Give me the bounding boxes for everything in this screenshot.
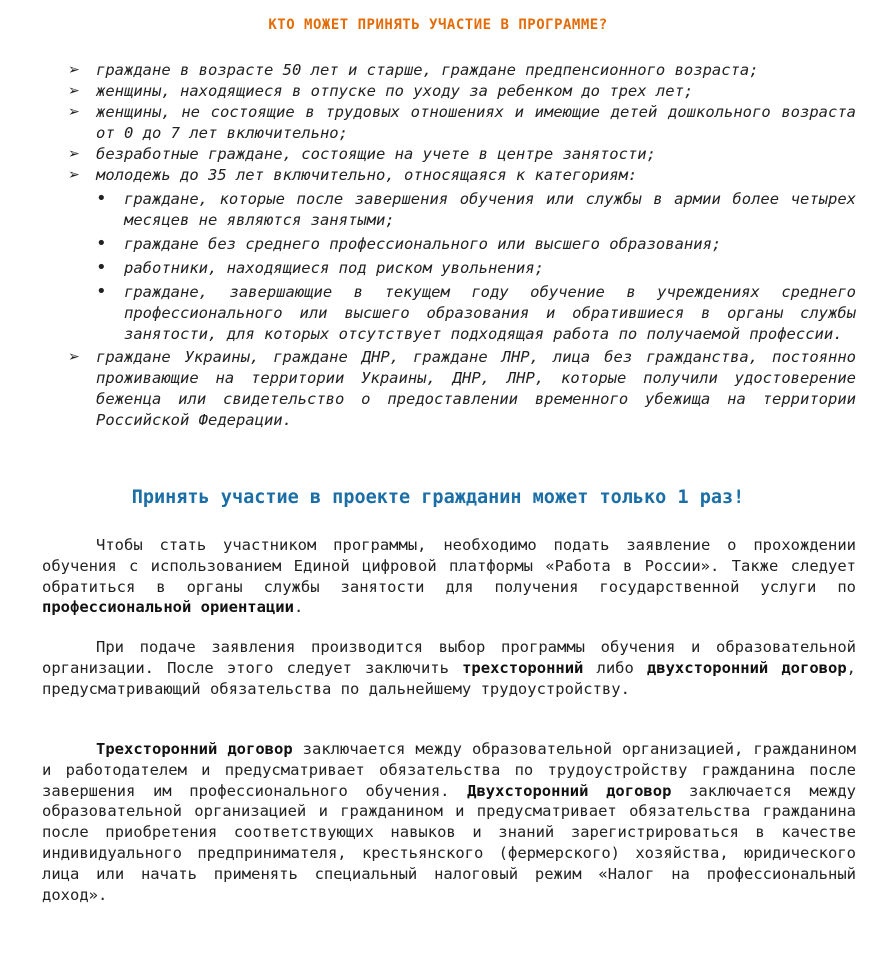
list-item-text: граждане в возрасте 50 лет и старше, граждане предпенсионного возраста; <box>96 61 759 79</box>
paragraph-text: Чтобы стать участником программы, необходимо подать заявление о прохождении обучения с использованием Единой цифровой платформы «Работа в России». Также следует обратиться в органы службы занятости для получения государственной услуги по <box>42 536 856 596</box>
list-item-text: женщины, не состоящие в трудовых отношениях и имеющие детей дошкольного возраста от 0 до 7 лет включительно; <box>96 103 856 142</box>
list-item <box>68 102 856 144</box>
arrow-bullet-icon: ➢ <box>68 146 80 162</box>
dot-bullet-icon: • <box>96 188 107 209</box>
list-item-text: граждане, которые после завершения обучения или службы в армии более четырех месяцев не являются занятыми; <box>124 190 856 229</box>
paragraph-text: либо <box>583 658 647 677</box>
paragraph-text: , предусматривающий обязательства по дальнейшему трудоустройству. <box>42 658 856 698</box>
sub-list-item <box>68 189 856 231</box>
list-item-text: работники, находящиеся под риском увольнения; <box>124 259 544 277</box>
eligibility-list <box>68 60 856 431</box>
list-item-text: граждане Украины, граждане ДНР, граждане ЛНР, лица без гражданства, постоянно проживающие на территории Украины, ДНР, ЛНР, которые получили удостоверение беженца или свидетельство о предоставлении временного убежища на территории Российской Федерации. <box>96 348 856 429</box>
list-item <box>68 165 856 186</box>
paragraph-contract-choice <box>42 637 856 699</box>
bold-term: Двухсторонний договор <box>467 781 672 800</box>
list-item <box>68 144 856 165</box>
arrow-bullet-icon: ➢ <box>68 62 80 78</box>
arrow-bullet-icon: ➢ <box>68 83 80 99</box>
list-item <box>68 60 856 81</box>
paragraph-application <box>42 535 856 618</box>
list-item <box>68 81 856 102</box>
bold-term: трехсторонний <box>462 658 584 677</box>
arrow-bullet-icon: ➢ <box>68 104 80 120</box>
bold-term: двухсторонний договор <box>646 658 847 677</box>
list-item-text: граждане, завершающие в текущем году обучение в учреждениях среднего профессионального или высшего образования и обратившиеся в органы службы занятости, для которых отсутствует подходящая работа по получаемой профессии. <box>124 283 856 343</box>
dot-bullet-icon: • <box>96 257 107 278</box>
arrow-bullet-icon: ➢ <box>68 167 80 183</box>
dot-bullet-icon: • <box>96 233 107 254</box>
list-item <box>68 347 856 431</box>
sub-list-item <box>68 258 856 279</box>
list-item-text: женщины, находящиеся в отпуске по уходу за ребенком до трех лет; <box>96 82 694 100</box>
sub-list-item <box>68 282 856 345</box>
arrow-bullet-icon: ➢ <box>68 349 80 365</box>
bold-term: профессиональной ориентации <box>42 598 294 617</box>
paragraph-text: заключается между образовательной организацией, гражданином и работодателем и предусматривает обязательства по трудоустройству гражданина после завершения им профессионального обучения. <box>42 740 856 800</box>
list-item-text: молодежь до 35 лет включительно, относящаяся к категориям: <box>96 166 638 184</box>
paragraph-text: заключается между образовательной организацией и гражданином и предусматривает обязательства гражданина после приобретения соответствующих навыков и знаний зарегистрироваться в качестве индивидуального предпринимателя, крестьянского (фермерского) хозяйства, юридического лица или начать применять специальный налоговый режим «Налог на профессиональный доход». <box>42 781 856 904</box>
section-heading: КТО МОЖЕТ ПРИНЯТЬ УЧАСТИЕ В ПРОГРАММЕ? <box>268 17 608 33</box>
list-item-text: безработные граждане, состоящие на учете в центре занятости; <box>96 145 656 163</box>
paragraph-contract-types <box>42 739 856 905</box>
dot-bullet-icon: • <box>96 281 107 302</box>
participation-note: Принять участие в проекте гражданин может только 1 раз! <box>131 487 745 508</box>
paragraph-text: При подаче заявления производится выбор программы обучения и образовательной организации. После этого следует заключить <box>42 638 856 677</box>
paragraph-text: . <box>293 598 304 617</box>
bold-term: Трехсторонний договор <box>96 740 293 758</box>
sub-list-item <box>68 234 856 255</box>
list-item-text: граждане без среднего профессионального или высшего образования; <box>124 235 722 253</box>
